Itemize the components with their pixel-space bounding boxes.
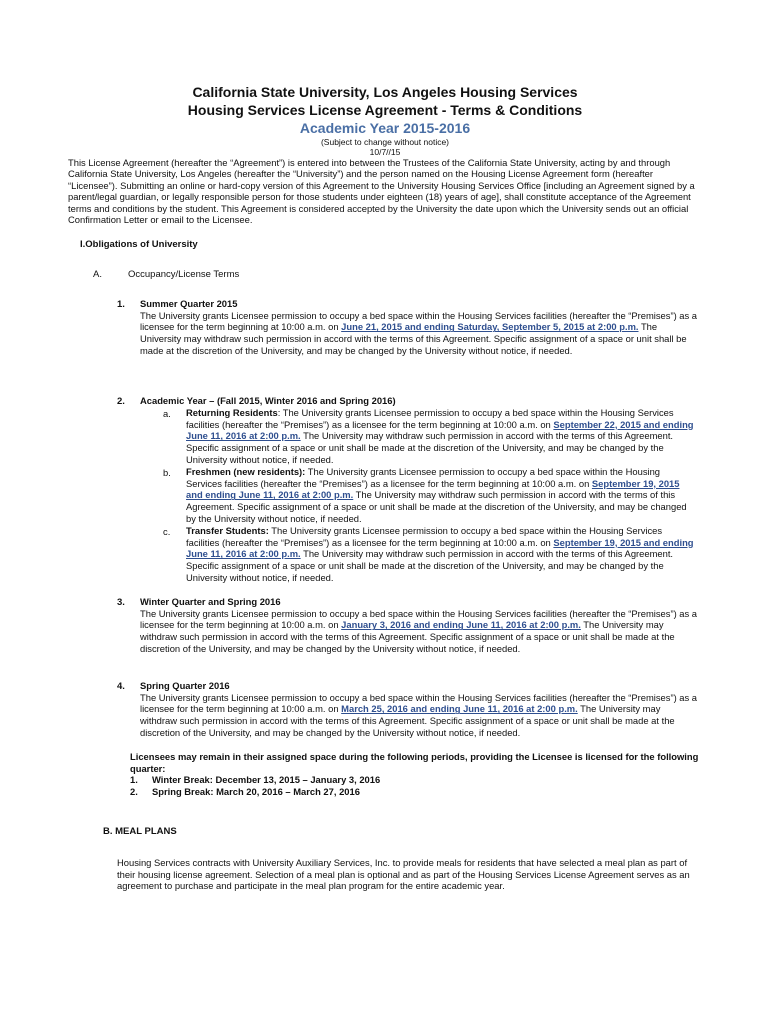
doc-title-academic-year: Academic Year 2015-2016	[299, 120, 471, 136]
sub-freshmen	[186, 466, 698, 525]
item-text: The University may withdraw such permission in accord with the terms of this Agreement. Specific assignment of a space or unit shall be made at the discretion of the University, and may be changed by the University without notice, if needed.	[140, 703, 675, 738]
term-dates-link[interactable]: September 19, 2015 and ending June 11, 2016 at 2:00 p.m.	[186, 536, 694, 560]
item-title: Academic Year – (Fall 2015, Winter 2016 and Spring 2016)	[140, 395, 396, 406]
sub-transfer-students	[186, 525, 698, 584]
term-dates-link[interactable]: September 19, 2015 and ending June 11, 2016 at 2:00 p.m.	[186, 477, 680, 501]
sub-letter: b.	[163, 467, 171, 478]
sub-bold-label: Returning Residents	[186, 407, 278, 418]
break-number: 1.	[130, 774, 138, 786]
item-text: The University grants Licensee permission to occupy a bed space within the Housing Services facilities (hereafter the “Premises”) as a licensee for the term beginning at 10:00 a.m. on	[140, 607, 698, 631]
subject-to-change-note: (Subject to change without notice)	[320, 137, 450, 147]
break-item	[130, 786, 705, 798]
sub-text: The University may withdraw such permission in accord with the terms of this Agreement. Specific assignment of a space or unit shall be made at the discretion of the University, and may be changed by the University without notice, if needed.	[186, 489, 687, 524]
item-number: 1.	[117, 299, 125, 310]
sub-bold-label: Transfer Students:	[186, 525, 269, 536]
break-number: 2.	[130, 786, 138, 798]
sub-returning-residents	[186, 407, 698, 466]
item-text: The University grants Licensee permission to occupy a bed space within the Housing Services facilities (hereafter the “Premises”) as a licensee for the term beginning at 10:00 a.m. on	[140, 691, 698, 715]
sub-text: The University grants Licensee permission to occupy a bed space within the Housing Services facilities (hereafter the “Premises”) as a licensee for the term beginning at 10:00 a.m. on	[186, 466, 661, 489]
item-winter-spring-2016	[140, 596, 698, 655]
subsection-title-occupancy: Occupancy/License Terms	[128, 269, 240, 280]
subsection-letter-a: A.	[93, 269, 102, 280]
break-item	[130, 774, 705, 786]
sub-text: The University grants Licensee permission to occupy a bed space within the Housing Services facilities (hereafter the “Premises”) as a licensee for the term beginning at 10:00 a.m. on	[186, 525, 663, 548]
sub-letter: a.	[163, 408, 171, 419]
item-number: 3.	[117, 597, 125, 608]
item-title: Winter Quarter and Spring 2016	[140, 596, 281, 607]
break-text: Spring Break: March 20, 2016 – March 27, 2016	[152, 786, 360, 798]
break-text: Winter Break: December 13, 2015 – January 3, 2016	[152, 774, 381, 786]
term-dates-link[interactable]: June 21, 2015 and ending Saturday, September 5, 2015 at 2:00 p.m.	[341, 321, 639, 333]
sub-letter: c.	[163, 526, 171, 537]
meal-plans-paragraph: Housing Services contracts with University Auxiliary Services, Inc. to provide meals for residents that have selected a meal plan as part of their housing license agreement. Selection of a meal plan is optional and as part of the Housing Services License Agreement serves as an agreement to purchase and participate in the meal plan program for the entire academic year.	[117, 857, 690, 892]
item-number: 4.	[117, 681, 125, 692]
sub-text: : The University grants Licensee permission to occupy a bed space within the Housing Services facilities (hereafter the “Premises”) as a licensee for the term beginning at 10:00 a.m. on	[186, 407, 674, 430]
break-periods	[130, 751, 705, 798]
doc-title-line1: California State University, Los Angeles Housing Services	[192, 84, 578, 100]
item-title: Spring Quarter 2016	[140, 680, 230, 691]
item-text: The University may withdraw such permission in accord with the terms of this Agreement. Specific assignment of a space or unit shall be made at the discretion of the University, and may be changed by the University without notice, if needed.	[140, 619, 675, 654]
item-spring-2016	[140, 680, 698, 739]
term-dates-link[interactable]: September 22, 2015 and ending June 11, 2016 at 2:00 p.m.	[186, 418, 694, 442]
sub-text: The University may withdraw such permission in accord with the terms of this Agreement. Specific assignment of a space or unit shall be made at the discretion of the University, and may be changed by the University without notice, if needed.	[186, 548, 674, 583]
revision-date: 10/7//15	[369, 147, 401, 157]
item-summer-2015	[140, 298, 698, 357]
break-periods-intro: Licensees may remain in their assigned space during the following periods, providing the Licensee is licensed for the following quarter:	[130, 751, 699, 774]
intro-paragraph: This License Agreement (hereafter the “Agreement”) is entered into between the Trustees of the California State University, acting by and through California State University, Los Angeles (hereafter the “University”) and the person named on the Housing License Agreement form (hereafter “Licensee”). Submitting an online or hard-copy version of this Agreement to the University Housing Services Office [including an Agreement signed by a parent/legal guardian, or legally responsible person for those students under eighteen (18) years of age], shall constitute acceptance of the Agreement terms and conditions by the student. This Agreement is considered accepted by the University the date upon which the University sends out an official Confirmation Letter or email to the Licensee.	[68, 157, 695, 226]
item-text: The University grants Licensee permission to occupy a bed space within the Housing Services facilities (hereafter the “Premises”) as a licensee for the term beginning at 10:00 a.m. on	[140, 309, 698, 333]
term-dates-link[interactable]: March 25, 2016 and ending June 11, 2016 at 2:00 p.m.	[341, 703, 578, 715]
section-heading-obligations: I.Obligations of University	[80, 239, 198, 250]
term-dates-link[interactable]: January 3, 2016 and ending June 11, 2016 at 2:00 p.m.	[341, 619, 581, 631]
item-title: Summer Quarter 2015	[140, 298, 238, 309]
section-heading-meal-plans: B. MEAL PLANS	[103, 826, 177, 837]
item-number: 2.	[117, 396, 125, 407]
doc-title-line2: Housing Services License Agreement - Terms & Conditions	[187, 102, 583, 118]
sub-bold-label: Freshmen (new residents):	[186, 466, 306, 477]
sub-text: The University may withdraw such permission in accord with the terms of this Agreement. Specific assignment of a space or unit shall be made at the discretion of the University, and may be changed by the University without notice, if needed.	[186, 430, 674, 465]
item-text: The University may withdraw such permission in accord with the terms of this Agreement. Specific assignment of a space or unit shall be made at the discretion of the University, and may be changed by the University without notice, if needed.	[140, 321, 687, 356]
item-academic-year-title	[140, 395, 698, 407]
